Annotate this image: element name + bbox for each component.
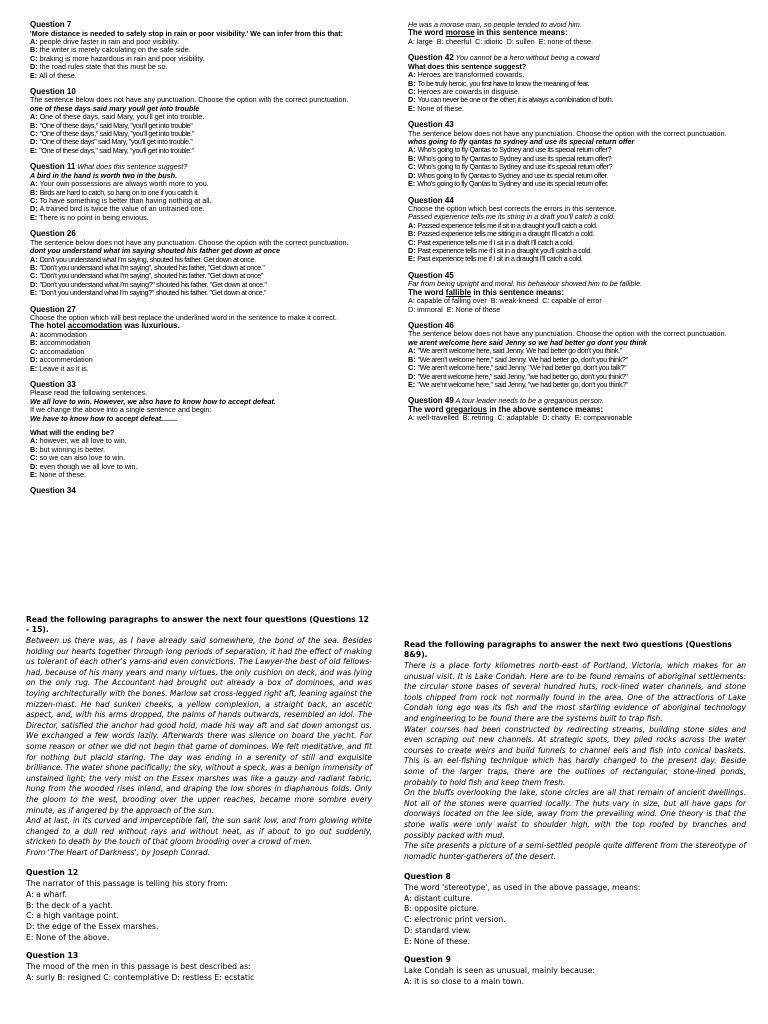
option-text: even though we all love to win. xyxy=(39,461,138,471)
option-text: "We aren't welcome here," said Jenny. We had better go, don't you think?" xyxy=(417,354,628,364)
answer-option xyxy=(30,63,360,71)
option-text: accomadation xyxy=(39,346,85,356)
option-text: "Don't you understand what I'm saying?" shouted his father. "Get down at once." xyxy=(39,279,267,289)
answer-option: B: the deck of a yacht. xyxy=(26,900,113,910)
option-letter: C: xyxy=(30,129,40,139)
option-letter: B: xyxy=(30,187,40,197)
option-letter: B: xyxy=(30,120,40,130)
option-text: "We arent welcome here," said Jenny, "we had better go, don't you think?" xyxy=(417,371,628,381)
option-text: accommodation xyxy=(39,338,91,348)
question-number: Question 46 xyxy=(408,320,454,330)
question-title: Question 8 xyxy=(404,872,451,882)
option-letter: B: xyxy=(408,229,418,239)
stem-text: The word xyxy=(408,287,446,297)
option-letter: E: xyxy=(30,288,40,298)
stem-text: in this sentence means: xyxy=(471,287,565,297)
question-stem: What does this sentence suggest? xyxy=(408,61,527,71)
underlined-word: gregarious xyxy=(445,404,488,414)
question-number: Question 27 xyxy=(30,304,76,314)
option-text: None of these. xyxy=(417,103,464,113)
option-text: however, we all love to win. xyxy=(39,436,127,446)
stem-text: The word xyxy=(408,28,446,38)
question-stem: Passed experience tells me its string in a draft you'll catch a cold. xyxy=(408,212,616,222)
question-stem: whos going to fly qantas to sydney and use its special return offer xyxy=(408,137,635,147)
option-text: Past experience tells me if I sit in a draft I'll catch a cold. xyxy=(417,237,574,247)
question-stem: The narrator of this passage is telling his story from: xyxy=(26,879,228,889)
question-number: Question 43 xyxy=(408,120,454,130)
option-letter: B: xyxy=(408,153,418,163)
option-text: Who's going to fly Qantas to Sydney and use its special return offer? xyxy=(417,153,612,163)
option-letter: A: xyxy=(30,112,40,122)
option-text: You can never be one or the other; it is always a combination of both. xyxy=(417,95,613,105)
question-title: Question 12 xyxy=(26,868,79,878)
option-text: Past experience tells me if I sit in a draught I'll catch a cold. xyxy=(417,254,583,264)
option-text: Who's going to fly Qantas to Sydney and use its special return offer? xyxy=(417,145,612,155)
question-instruction: If we change the above into a single sentence and begin: xyxy=(30,405,212,415)
question-instruction: The sentence below does not have any punctuation. Choose the option with the correct punctuation. xyxy=(30,95,349,105)
question-number: Question 45 xyxy=(408,270,454,280)
option-letter: E: xyxy=(30,145,40,155)
option-letter: D: xyxy=(30,204,40,214)
question-number: Question 34 xyxy=(30,486,76,496)
option-letter: D: xyxy=(408,170,418,180)
answer-option xyxy=(408,381,748,389)
option-letter: A: xyxy=(30,179,40,189)
answer-option: B: opposite picture. xyxy=(404,904,480,914)
answer-option xyxy=(30,214,360,222)
question-block xyxy=(30,305,360,373)
passage-paragraph: Water courses had been constructed by redirecting streams, building stone sides and even scraping out new channels. At strategic spots, they piled rocks across the water courses to create weirs and build funnels to channel eels and fish into conical baskets. This is an eel-fishing technique which has hardly changed to the present day. Beside some of the larger traps, there are the outlines of rectangular, stone-lined ponds, probably to hold fish and keep them fresh. xyxy=(404,724,746,787)
option-text: "We are'nt welcome here," said Jenny, "we had better go, don't you think?" xyxy=(417,379,629,389)
option-text: Your own possessions are always worth more to you. xyxy=(39,179,209,189)
option-text: Leave it as it is. xyxy=(39,363,89,373)
question-number: Question 10 xyxy=(30,86,76,96)
passage-text xyxy=(404,661,746,862)
option-text: All of these. xyxy=(39,70,77,80)
right-question-column xyxy=(408,21,748,430)
option-letter: B: xyxy=(408,354,418,364)
option-text: Passed experience tells me if sit in a draught you'll catch a cold. xyxy=(417,220,598,230)
question-block xyxy=(408,196,748,264)
question-stem: We all love to win. However, we also have to know how to accept defeat. xyxy=(30,396,276,406)
answer-option: D: the edge of the Essex marshes. xyxy=(26,921,159,931)
question-title: Question 13 xyxy=(26,951,79,961)
left-question-column xyxy=(30,20,360,503)
underlined-word: fallible xyxy=(445,287,472,297)
question-title: Question 9 xyxy=(404,955,451,965)
question-block xyxy=(30,229,360,297)
option-text: "Don't you understand what I'm saying?" shouted his father. "Get down at once." xyxy=(39,288,267,298)
answer-option xyxy=(408,180,748,188)
context-sentence: He was a morose man, so people tended to avoid him. xyxy=(408,20,582,29)
question-prompt: You cannot be a hero without being a coward xyxy=(453,53,600,63)
option-text: acommodation xyxy=(39,329,87,339)
stem-text: The word xyxy=(408,404,446,414)
option-text: Passed experience tells me sitting in a draught I'll catch a cold. xyxy=(417,229,595,239)
answer-option: A: distant culture. xyxy=(404,893,473,903)
passage-paragraph: There is a place forty kilometres north-east of Portland, Victoria, which makes for an unusual visit. It is Lake Condah. Here are to be found remains of aboriginal settlements: the circular stone bases of several hundred huts, rock-lined water channels, and stone tools chipped from rock not normally found in the area. One of the attractions of Lake Condah long ago was its fish and the most startling evidence of aboriginal technology and engineering to be found there are the systems built to trap fish. xyxy=(404,661,746,723)
conrad-passage-section xyxy=(26,615,372,984)
option-letter: E: xyxy=(30,470,40,480)
question-instruction: The sentence below does not have any punctuation. Choose the option with the correct punctuation. xyxy=(408,329,727,339)
question-instruction: The sentence below does not have any punctuation. Choose the option with the correct punctuation. xyxy=(30,237,349,247)
option-letter: D: xyxy=(30,461,40,471)
question-number: Question 49 xyxy=(408,396,454,406)
option-text: "One of these days" said Mary, "you'll get into trouble." xyxy=(39,137,193,147)
question-block xyxy=(30,486,360,496)
option-text: A trained bird is twice the value of an untrained one. xyxy=(39,204,205,214)
question-number: Question 26 xyxy=(30,229,76,239)
answer-option: A: a wharf. xyxy=(26,889,67,899)
option-text: Who's going to fly Qantas to Sydney and use it's special return offer? xyxy=(417,162,613,172)
option-text: Birds are hard to catch, so hang on to one if you catch it. xyxy=(39,187,199,197)
stem-text: was luxurious. xyxy=(122,321,180,331)
option-letter: B: xyxy=(30,45,40,55)
option-letter: D: xyxy=(408,246,418,256)
option-letter: A: xyxy=(30,36,40,46)
option-letter: B: xyxy=(30,262,40,272)
question-number: Question 44 xyxy=(408,195,454,205)
option-letter: D: xyxy=(408,95,418,105)
option-letter: C: xyxy=(30,271,40,281)
option-letter: A: xyxy=(30,436,40,446)
option-text: To have something is better than having nothing at all. xyxy=(39,196,212,205)
question-block xyxy=(408,396,748,422)
option-text: Heroes are transformed cowards. xyxy=(417,70,525,80)
option-text: Whos going to fly Qantas to Sydney and use its special return offer. xyxy=(417,170,608,180)
option-text: Past experience tells me if I sit in a draught you'll catch a cold. xyxy=(417,246,592,256)
option-letter: C: xyxy=(30,53,40,63)
option-letter: E: xyxy=(408,103,418,113)
question-number: Question 11 xyxy=(30,162,76,172)
question-block xyxy=(408,53,748,113)
question-block xyxy=(30,162,360,222)
passage-paragraph: On the bluffs overlooking the lake, stone circles are all that remain of ancient dwellings. Not all of the stones were quarried locally. The huts vary in size, but all have gaps for doorways located on the lee side, away from the prevailing wind. One theory is that the stone walls were only waist to shoulder high, with the top roofed by branches and possibly packed with mud. xyxy=(404,788,746,840)
option-text: None of these. xyxy=(39,470,86,480)
option-letter: C: xyxy=(30,196,40,205)
option-letter: D: xyxy=(30,279,40,289)
option-list xyxy=(404,894,746,948)
section-heading: Read the following paragraphs to answer the next two questions (Questions 8&9). xyxy=(404,640,732,659)
answer-option: C: a high vantage point. xyxy=(26,911,119,921)
option-letter: D: xyxy=(30,137,40,147)
option-letter: B: xyxy=(30,338,40,348)
answer-option xyxy=(30,471,360,479)
answer-option xyxy=(30,289,360,297)
stem-text: The hotel xyxy=(30,321,68,331)
option-line: A: surly B: resigned C: contemplative D: restless E: ecstatic xyxy=(26,972,255,982)
passage-paragraph: The site presents a picture of a semi-settled people quite different from the stereotype of nomadic hunter-gatherers of the desert. xyxy=(404,841,746,861)
question-number: Question 33 xyxy=(30,379,76,389)
answer-options-inline: D: immoral E: None of these xyxy=(408,304,501,314)
option-text: "One of these days," said Mary, "you'll get into trouble." xyxy=(39,145,194,155)
question-block xyxy=(30,20,360,80)
question-title xyxy=(30,486,360,496)
question-block xyxy=(408,321,748,389)
question-instruction: Choose the option which will best replace the underlined word in the sentence to make it correct. xyxy=(30,313,337,323)
answer-option xyxy=(408,255,748,263)
question-stem: one of these days said mary youll get into trouble xyxy=(30,103,200,113)
question-prompt: A tour leader needs to be a gregarious person. xyxy=(453,396,604,406)
option-letter: A: xyxy=(408,70,418,80)
answer-option xyxy=(30,72,360,80)
option-text: "One of these days," said Mary, "you'll get into trouble." xyxy=(39,129,195,139)
option-text: Who's going to fly Qantas to Sydney and use its special return offer. xyxy=(417,179,609,189)
question-stem: We have to know how to accept defeat........ xyxy=(30,413,178,423)
option-text: "Don't you understand what I'm saying", shouted his father, "Get down at once." xyxy=(39,262,265,272)
passage-paragraph: And at last, in its curved and imperceptible fall, the sun sank low, and from glowing white changed to a dull red without rays and without heat, as if about to go out suddenly, stricken to death by the touch of that gloom brooding over a crowd of men. xyxy=(26,816,372,847)
option-letter: E: xyxy=(408,179,418,189)
question-instruction: Please read the following sentences. xyxy=(30,388,148,398)
option-letter: C: xyxy=(408,363,418,373)
option-text: To be truly heroic, you first have to know the meaning of fear. xyxy=(417,78,590,88)
answer-option: E: None of the above. xyxy=(26,932,110,942)
option-letter: E: xyxy=(30,363,40,373)
question-number: Question 42 xyxy=(408,53,454,63)
option-letter: A: xyxy=(30,329,40,339)
option-text: Don't you understand what I'm saying, shouted his father. Get down at once. xyxy=(39,254,256,264)
question-stem: A bird in the hand is worth two in the bush. xyxy=(30,170,178,180)
option-letter: C: xyxy=(408,237,418,247)
option-letter: C: xyxy=(408,86,418,96)
option-text: There is no point in being envious. xyxy=(39,212,149,222)
option-text: "We aren't welcome here," said Jenny. "We had better go, don't you talk?" xyxy=(417,363,627,373)
question-stem: we arent welcome here said Jenny so we had better go dont you think xyxy=(408,337,647,347)
option-text: "We aren't welcome here, said Jenny. We had better go don't you think." xyxy=(417,346,622,356)
passage-text xyxy=(26,636,372,858)
question-stem: 'More distance is needed to safely stop in rain or poor visibility.' We can infer from this that: xyxy=(30,28,344,38)
stem-text: in this sentence means: xyxy=(474,28,568,38)
question-stem: Lake Condah is seen as unusual, mainly because: xyxy=(404,965,596,975)
option-letter: B: xyxy=(408,78,418,88)
option-list xyxy=(26,890,372,944)
option-letter: C: xyxy=(30,453,40,463)
option-text: braking is more hazardous in rain and poor visibility. xyxy=(39,53,205,63)
passage-paragraph: From 'The Heart of Darkness', by Joseph Conrad. xyxy=(26,847,211,857)
option-text: One of these days, said Mary, you'll get into trouble. xyxy=(39,112,205,122)
option-text: accommerdation xyxy=(39,355,93,365)
option-letter: D: xyxy=(408,371,418,381)
option-text: the writer is merely calculating on the safe side. xyxy=(39,45,191,55)
question-block xyxy=(408,21,748,46)
question-instruction: Choose the option which best corrects the errors in this sentence. xyxy=(408,204,617,213)
option-letter: D: xyxy=(30,62,40,72)
question-9 xyxy=(404,955,746,987)
answer-options-inline: A: large B: cheerful C: idiotic D: sullen E: none of these. xyxy=(408,36,593,46)
option-text: people drive faster in rain and poor visibility. xyxy=(39,36,179,46)
option-letter: E: xyxy=(408,379,418,389)
answer-option: C: electronic print version. xyxy=(404,915,506,925)
question-instruction: The sentence below does not have any punctuation. Choose the option with the correct punctuation. xyxy=(408,128,727,138)
option-text: so we can also love to win. xyxy=(39,453,126,463)
lake-condah-section xyxy=(404,640,746,987)
option-letter: E: xyxy=(30,70,40,80)
option-text: the road rules state that this must be so. xyxy=(39,62,168,72)
question-number: Question 7 xyxy=(30,20,72,29)
option-letter: D: xyxy=(30,355,40,365)
question-block xyxy=(30,380,360,480)
section-heading: Read the following paragraphs to answer the next four questions (Questions 12 - 15). xyxy=(26,615,369,634)
answer-options-inline: A: capable of falling over B: weak-kneed C: capable of error xyxy=(408,296,602,306)
answer-option: D: standard view. xyxy=(404,925,471,935)
answer-option: E: None of these. xyxy=(404,936,471,946)
option-letter: A: xyxy=(30,254,40,264)
question-prompt: What does this sentence suggest? xyxy=(75,162,188,172)
option-letter: E: xyxy=(408,254,418,264)
passage-paragraph: Between us there was, as I have already said somewhere, the bond of the sea. Besides holding our hearts together through long periods of separation, it had the effect of making us tolerant of each other's yarns-and even convictions. The Lawyer-the best of old fellows-had, because of his many years and many virtues, the only cushion on deck, and was lying on the only rug. The Accountant had brought out already a box of dominoes, and was toying architecturally with the bones. Marlow sat cross-legged right aft, leaning against the mizzen-mast. He had sunken cheeks, a yellow complexion, a straight back, an ascetic aspect, and, with his arms dropped, the palms of hands outwards, resembled an idol. The Director, satisfied the anchor had good hold, made his way aft and sat down amongst us. We exchanged a few words lazily. Afterwards there was silence on board the yacht. For some reason or other we did not begin that game of dominoes. We felt meditative, and fit for nothing but placid staring. The day was ending in a serenity of still and exquisite brilliance. The water shone pacifically; the sky, without a speck, was a benign immensity of unstained light; the very mist on the Essex marshes was like a gauzy and radiant fabric, hung from the wooded rises inland, and draping the low shores in diaphanous folds. Only the gloom to the west, brooding over the upper reaches, became more sombre every minute, as if angered by the approach of the sun. xyxy=(26,636,372,815)
question-13 xyxy=(26,951,372,983)
option-text: "One of these days," said Mary, "you'll get into trouble" xyxy=(39,120,193,130)
option-text: but winning is better. xyxy=(39,444,106,454)
question-stem: What will the ending be? xyxy=(30,428,115,438)
question-8 xyxy=(404,872,746,947)
answer-option xyxy=(30,365,360,373)
option-letter: E: xyxy=(30,212,40,222)
question-12 xyxy=(26,868,372,943)
answer-option xyxy=(408,105,748,113)
option-text: Heroes are cowards in disguise. xyxy=(417,86,520,96)
question-block xyxy=(30,87,360,155)
underlined-word: accomodation xyxy=(67,321,123,331)
question-stem: The word 'stereotype', as used in the above passage, means: xyxy=(404,882,641,892)
option-letter: A: xyxy=(408,346,418,356)
question-stem: dont you understand what im saying shouted his father get down at once xyxy=(30,246,280,256)
option-letter: A: xyxy=(408,220,418,230)
option-letter: C: xyxy=(30,346,40,356)
stem-text: in the above sentence means: xyxy=(487,404,604,414)
question-block xyxy=(408,271,748,314)
option-line: A: it is so close to a main town. xyxy=(404,976,525,986)
question-block xyxy=(408,120,748,188)
context-sentence: Far from being upright and moral, his behaviour showed him to be fallible. xyxy=(408,279,643,289)
option-letter: A: xyxy=(408,145,418,155)
option-text: "Don't you understand what I'm saying", shouted his father. "Get down at once" xyxy=(39,271,263,281)
answer-options-inline: A: well-travelled B: retiring C: adaptable D: chatty E: companionable xyxy=(408,413,633,423)
question-stem: The mood of the men in this passage is best described as: xyxy=(26,962,251,972)
answer-option xyxy=(30,147,360,155)
option-letter: B: xyxy=(30,444,40,454)
underlined-word: morose xyxy=(445,28,475,38)
option-letter: C: xyxy=(408,162,418,172)
